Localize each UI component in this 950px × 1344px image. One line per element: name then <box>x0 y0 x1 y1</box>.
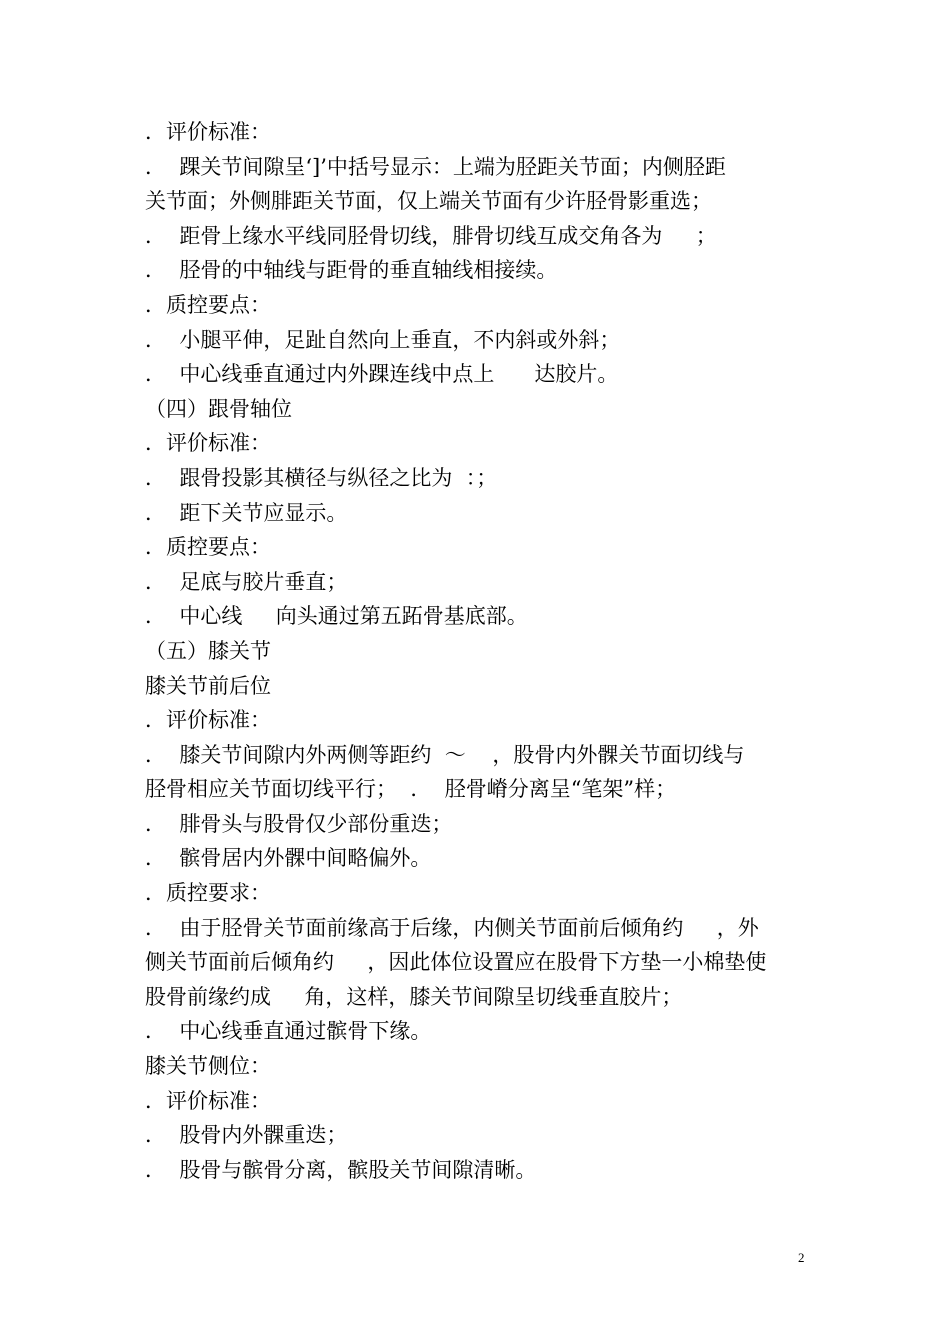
text-line: ． 腓骨头与股骨仅少部份重迭； <box>145 811 453 836</box>
text-line: ． 胫骨的中轴线与距骨的垂直轴线相接续。 <box>145 258 558 283</box>
text-line: ． 中心线垂直通过髌骨下缘。 <box>145 1019 432 1044</box>
text-line: ． 跟骨投影其横径与纵径之比为 ：； <box>145 465 498 490</box>
section-heading: （五）膝关节 <box>145 638 271 663</box>
text-line: ． 距下关节应显示。 <box>145 500 348 525</box>
text-line: ．评价标准： <box>145 1088 271 1113</box>
text-line: ． 髌骨居内外髁中间略偏外。 <box>145 846 432 871</box>
text-line: ．评价标准： <box>145 708 271 733</box>
text-line: ． 踝关节间隙呈‘]’中括号显示：上端为胫距关节面；内侧胫距 <box>145 154 726 179</box>
text-line: ． 股骨与髌骨分离，髌股关节间隙清晰。 <box>145 1157 537 1182</box>
text-line: ． 距骨上缘水平线同胫骨切线，腓骨切线互成交角各为 ； <box>145 223 717 248</box>
text-line: ． 膝关节间隙内外两侧等距约 ～ ，股骨内外髁关节面切线与 <box>145 742 745 767</box>
document-body <box>145 115 815 1187</box>
section-heading: （四）跟骨轴位 <box>145 396 292 421</box>
text-line: 胫骨相应关节面切线平行； ． 胫骨嵴分离呈“笔架”样； <box>145 777 677 802</box>
text-line: ．评价标准： <box>145 120 271 144</box>
text-line: ．质控要点： <box>145 535 271 560</box>
subsection-heading: 膝关节侧位： <box>145 1054 271 1079</box>
text-line: ．质控要求： <box>145 881 271 906</box>
text-line: ． 足底与胶片垂直； <box>145 569 348 594</box>
text-line: ．质控要点： <box>145 292 271 317</box>
text-line: ． 中心线垂直通过内外踝连线中点上 达胶片。 <box>145 362 619 387</box>
text-line: 关节面；外侧腓距关节面，仅上端关节面有少许胫骨影重选； <box>145 189 712 214</box>
text-line: ． 由于胫骨关节面前缘高于后缘，内侧关节面前后倾角约 ，外 <box>145 915 759 940</box>
text-line: ． 中心线 向头通过第五跖骨基底部。 <box>145 604 528 629</box>
page-number: 2 <box>798 1250 805 1265</box>
text-line: ． 股骨内外髁重迭； <box>145 1123 348 1148</box>
text-line: ．评价标准： <box>145 431 271 456</box>
subsection-heading: 膝关节前后位 <box>145 673 271 698</box>
text-line: ． 小腿平伸，足趾自然向上垂直，不内斜或外斜； <box>145 327 621 352</box>
text-line: 股骨前缘约成 角，这样，膝关节间隙呈切线垂直胶片； <box>145 984 683 1009</box>
text-line: 侧关节面前后倾角约 ，因此体位设置应在股骨下方垫一小棉垫使 <box>145 950 767 975</box>
